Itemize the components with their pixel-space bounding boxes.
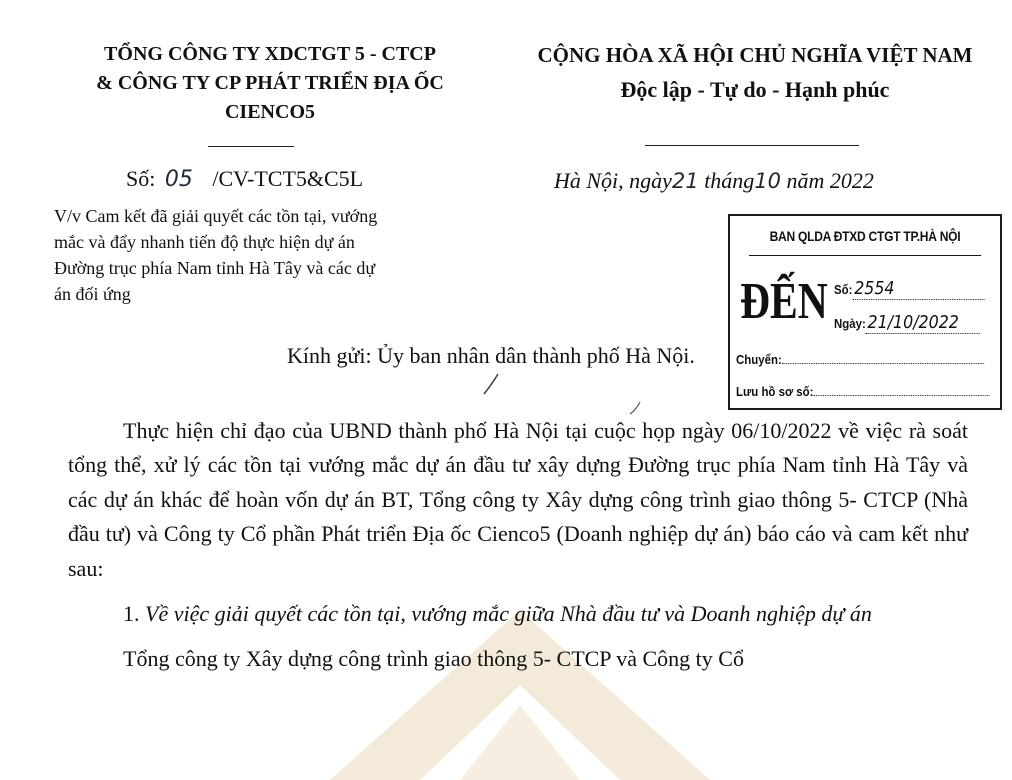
stamp-date-value: 21/10/2022: [867, 312, 959, 333]
document-subject: [54, 203, 494, 307]
body-paragraph-1: Thực hiện chỉ đạo của UBND thành phố Hà Nội tại cuộc họp ngày 06/10/2022 về việc rà soát tổng thể, xử lý các tồn tại vướng mắc dự án đầu tư xây dựng Đường trục phía Nam tỉnh Hà Tây và các dự án khác để hoàn vốn dự án BT, Tổng công ty Xây dựng công trình giao thông 5- CTCP (Nhà đầu tư) và Công ty Cổ phần Phát triển Địa ốc Cienco5 (Doanh nghiệp dự án) báo cáo và cam kết như sau:: [68, 418, 968, 581]
stamp-number-field: [834, 278, 984, 300]
document-number: [126, 166, 363, 192]
date-year: năm 2022: [786, 168, 874, 193]
motto-underline: [645, 145, 859, 146]
nation-title: CỘNG HÒA XÃ HỘI CHỦ NGHĨA VIỆT NAM: [537, 43, 973, 67]
section-heading-1: [68, 597, 968, 631]
date-day-handwritten: 21: [671, 169, 699, 193]
subject-line-4: án đối ứng: [54, 284, 131, 304]
stamp-header: BAN QLDA ĐTXD CTGT TP.HÀ NỘI: [749, 216, 981, 256]
subject-line-1: V/v Cam kết đã giải quyết các tồn tại, vướng: [54, 206, 378, 226]
received-stamp: [728, 214, 1002, 410]
document-number-suffix: /CV-TCT5&C5L: [212, 166, 364, 191]
section-heading-number: 1.: [123, 601, 140, 627]
stamp-number-label: Số:: [834, 282, 853, 297]
date-prefix: Hà Nội, ngày: [554, 168, 672, 193]
organization-line-2: & CÔNG TY CP PHÁT TRIỂN ĐỊA ỐC: [96, 72, 444, 94]
body-paragraph-2: Tổng công ty Xây dựng công trình giao thông 5- CTCP và Công ty Cổ: [123, 646, 744, 672]
document-number-handwritten: 05: [164, 167, 193, 192]
stamp-transfer-label: Chuyển:: [736, 352, 782, 367]
issuing-organization: [40, 40, 500, 127]
date-month-handwritten: 10: [754, 169, 782, 193]
letter-body: [68, 414, 968, 677]
stamp-date-label: Ngày:: [834, 316, 866, 331]
stamp-transfer-field: [736, 352, 984, 367]
subject-line-2: mắc và đẩy nhanh tiến độ thực hiện dự án: [54, 232, 355, 252]
organization-underline: [208, 146, 294, 147]
stamp-date-field: [834, 312, 980, 334]
stamp-archive-label: Lưu hồ sơ số:: [736, 384, 814, 399]
organization-line-1: TỔNG CÔNG TY XDCTGT 5 - CTCP: [104, 43, 436, 65]
national-header: [505, 40, 1005, 106]
document-number-prefix: Số:: [126, 166, 156, 191]
place-and-date: [554, 168, 874, 194]
salutation: Kính gửi: Ủy ban nhân dân thành phố Hà Nội.: [287, 343, 695, 368]
nation-motto: Độc lập - Tự do - Hạnh phúc: [620, 77, 890, 102]
stamp-number-value: 2554: [854, 278, 895, 299]
section-heading-text: Về việc giải quyết các tồn tại, vướng mắc giữa Nhà đầu tư và Doanh nghiệp dự án: [145, 601, 872, 627]
date-month-label: tháng: [704, 168, 755, 193]
organization-line-3: CIENCO5: [224, 101, 315, 123]
stamp-den-label: ĐẾN: [740, 273, 828, 330]
stamp-archive-field: [736, 384, 989, 399]
subject-line-3: Đường trục phía Nam tỉnh Hà Tây và các dự: [54, 258, 376, 278]
